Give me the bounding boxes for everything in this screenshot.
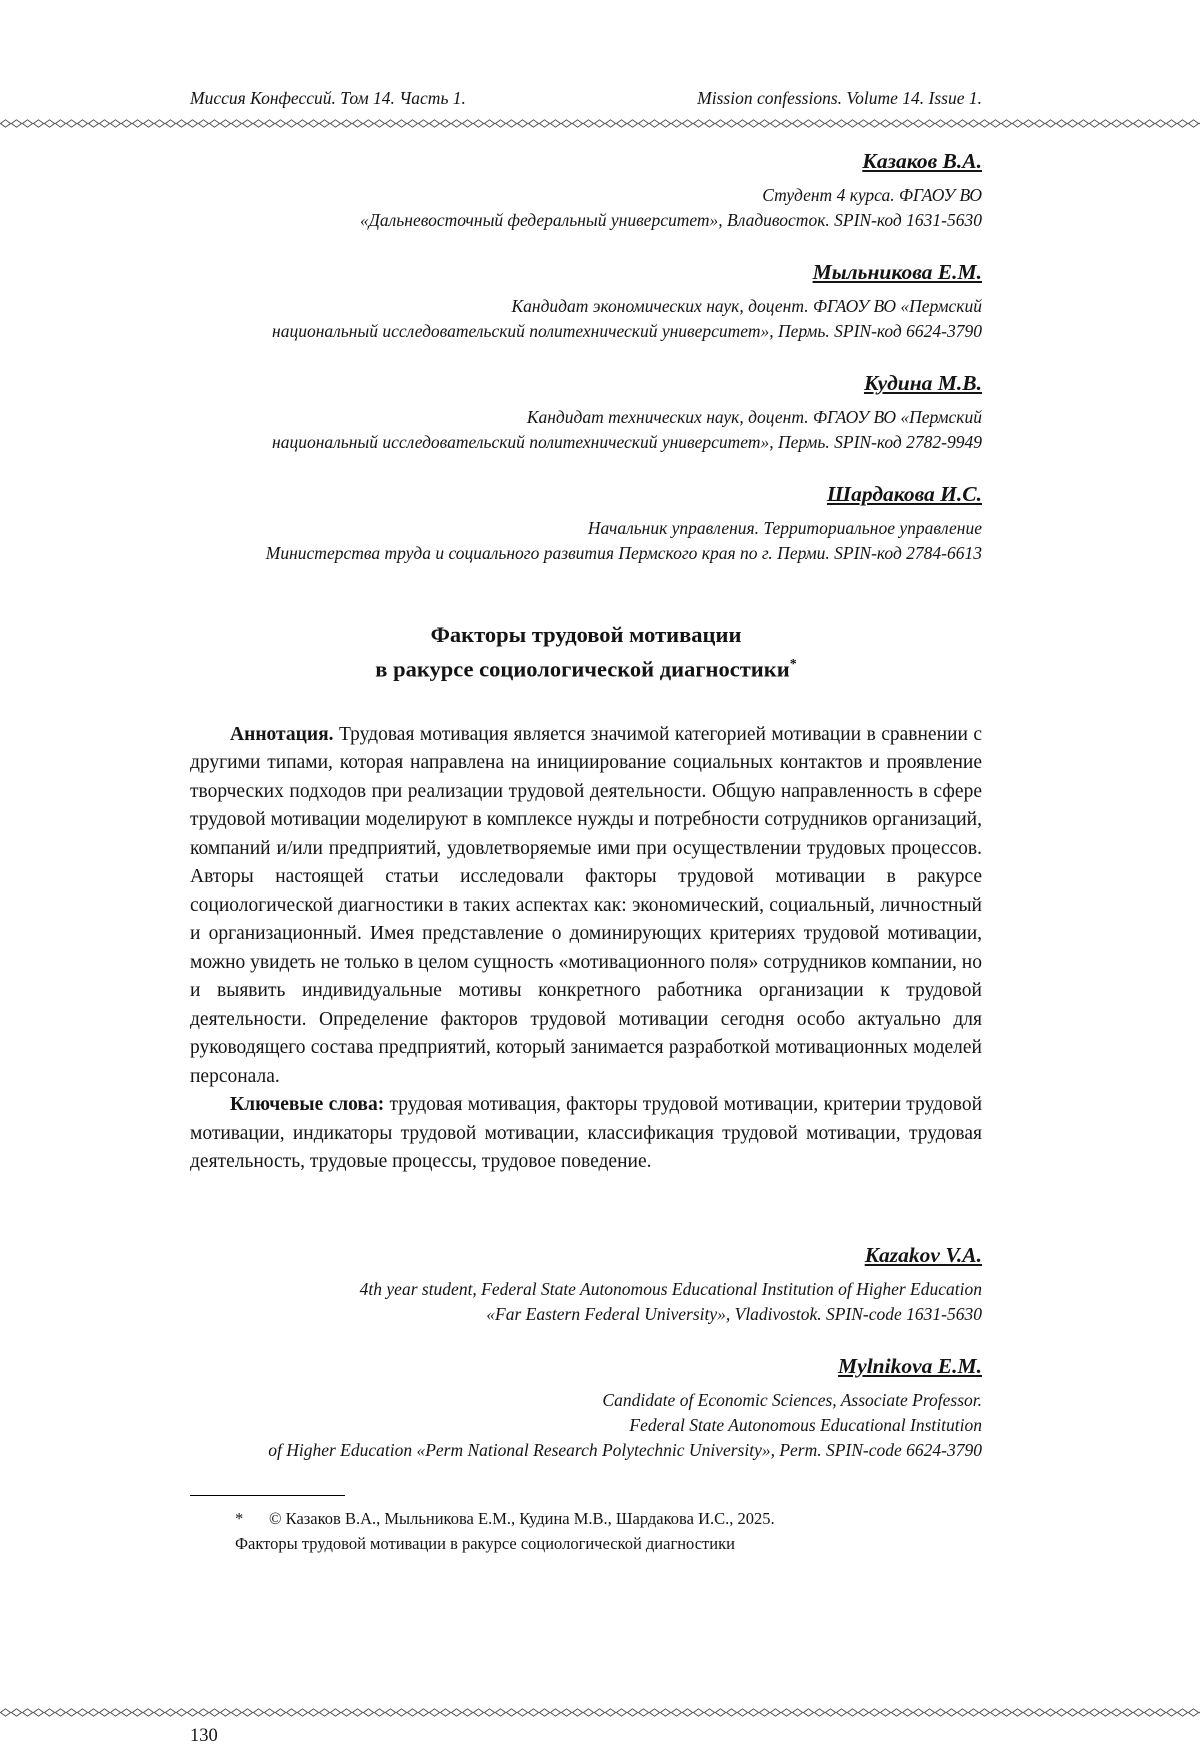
article-title-line2: в ракурсе социологической диагностики* [375, 656, 797, 682]
keywords-paragraph [190, 1091, 982, 1177]
affiliation-line: Candidate of Economic Sciences, Associate Professor. [602, 1389, 982, 1410]
author-name: Шардакова И.С. [826, 482, 982, 506]
running-header-right: Mission confessions. Volume 14. Issue 1. [697, 88, 982, 108]
affiliation-line: национальный исследовательский политехнический университет», Пермь. SPIN-код 6624-3790 [272, 321, 982, 341]
abstract-label: Аннотация. [230, 723, 334, 745]
affiliation-line: Кандидат технических наук, доцент. ФГАОУ ВО «Пермский [526, 407, 982, 427]
running-header [0, 88, 1200, 108]
affiliation-line: 4th year student, Federal State Autonomous Educational Institution of Higher Education [359, 1278, 982, 1299]
author-name: Kazakov V.A. [864, 1242, 982, 1267]
ornament-divider-top [0, 119, 1200, 128]
author-ru-2 [190, 260, 982, 344]
affiliation-line: Министерства труда и социального развития Пермского края по г. Перми. SPIN-код 2784-6613 [265, 543, 982, 563]
article-title [190, 620, 982, 685]
author-name: Кудина М.В. [863, 371, 982, 395]
article-content [0, 149, 1200, 1556]
affiliation-line: Студент 4 курса. ФГАОУ ВО [762, 185, 982, 205]
page-number: 130 [190, 1726, 218, 1746]
affiliation-line: «Дальневосточный федеральный университет», Владивосток. SPIN-код 1631-5630 [360, 210, 982, 230]
footnote-rule [190, 1495, 345, 1496]
author-ru-3 [190, 371, 982, 455]
authors-en-section [190, 1243, 982, 1463]
footnote-lines [190, 1506, 982, 1556]
keywords-text: трудовая мотивация, факторы трудовой мотивации, критерии трудовой мотивации, индикаторы трудовой мотивации, классификация трудовой мотивации, трудовая деятельность, трудовые процессы, трудовое поведение. [190, 1094, 982, 1172]
author-ru-4 [190, 482, 982, 566]
abstract-paragraph [190, 721, 982, 1092]
author-name: Казаков В.А. [862, 149, 982, 173]
author-name: Mylnikova E.M. [838, 1353, 982, 1378]
affiliation-line: национальный исследовательский политехнический университет», Пермь. SPIN-код 2782-9949 [272, 432, 982, 452]
affiliation-line: Federal State Autonomous Educational Institution [629, 1414, 982, 1435]
journal-page [0, 88, 1200, 1763]
author-en-1 [190, 1243, 982, 1327]
footnote-line-2: Факторы трудовой мотивации в ракурсе социологической диагностики [235, 1533, 735, 1553]
affiliation-line: Кандидат экономических наук, доцент. ФГАОУ ВО «Пермский [511, 296, 982, 316]
author-en-2 [190, 1354, 982, 1463]
running-header-left: Миссия Конфессий. Том 14. Часть 1. [190, 88, 466, 108]
author-ru-1 [190, 149, 982, 233]
ornament-divider-bottom [0, 1708, 1200, 1717]
affiliation-line: of Higher Education «Perm National Research Polytechnic University», Perm. SPIN-code 6624-3790 [268, 1439, 982, 1460]
footnote-line-1 [235, 1506, 982, 1531]
abstract-text: Трудовая мотивация является значимой категорией мотивации в сравнении с другими типами, которая направлена на инициирование социальных контактов и проявление творческих подходов при реализации трудовой деятельности. Общую направленность в сфере трудовой мотивации моделируют в комплексе нужды и потребности сотрудников организаций, компаний и/или предприятий, удовлетворяемые ими при осуществлении трудовых процессов. Авторы настоящей статьи исследовали факторы трудовой мотивации в ракурсе социологической диагностики в таких аспектах как: экономический, социальный, личностный и организационный. Имея представление о доминирующих критериях трудовой мотивации, можно увидеть не только в целом сущность «мотивационного поля» сотрудников компании, но и выявить индивидуальные мотивы конкретного работника организации к трудовой деятельности. Определение факторов трудовой мотивации сегодня особо актуально для руководящего состава предприятий, который занимается разработкой мотивационных моделей персонала. [190, 723, 983, 1087]
keywords-label: Ключевые слова: [230, 1094, 385, 1115]
title-footnote-marker: * [789, 657, 797, 672]
footnote-copyright: © Казаков В.А., Мыльникова Е.М., Кудина М.В., Шардакова И.С., 2025. [269, 1508, 775, 1528]
article-title-line1: Факторы трудовой мотивации [430, 622, 742, 647]
footnote [190, 1495, 982, 1556]
author-name: Мыльникова Е.М. [812, 260, 982, 284]
affiliation-line: «Far Eastern Federal University», Vladivostok. SPIN-code 1631-5630 [486, 1303, 982, 1324]
footnote-marker: * [235, 1508, 244, 1528]
affiliation-line: Начальник управления. Территориальное управление [587, 518, 982, 538]
